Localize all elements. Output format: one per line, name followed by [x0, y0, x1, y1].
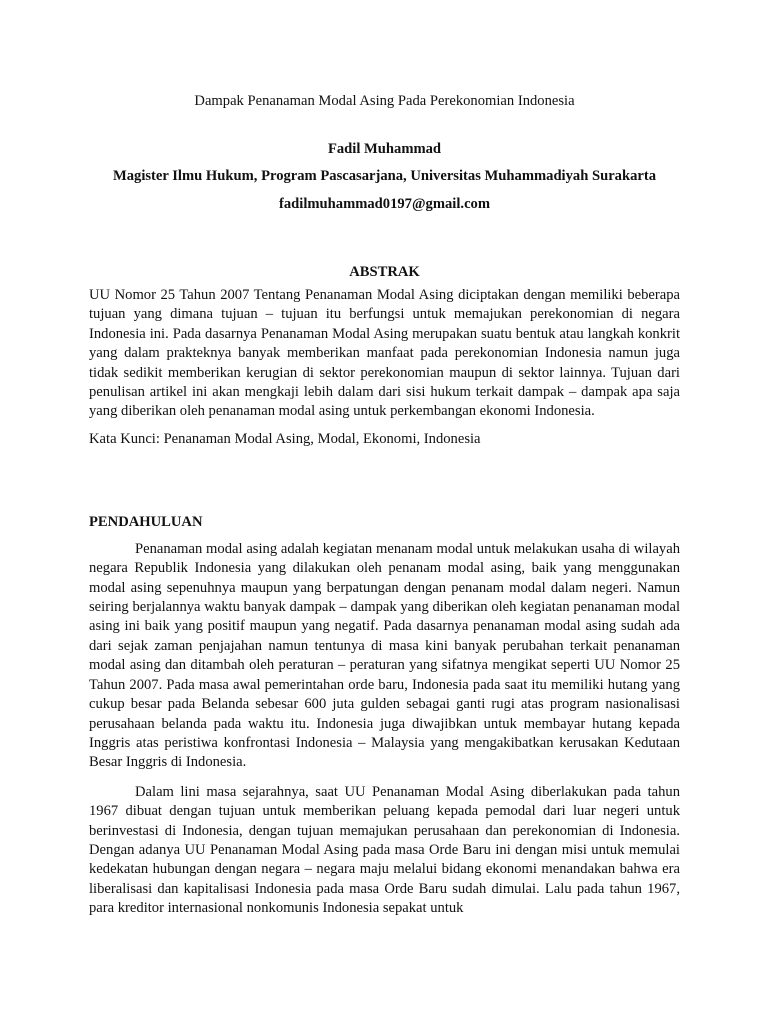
section-heading-introduction: PENDAHULUAN	[89, 513, 203, 530]
author-name: Fadil Muhammad	[327, 141, 442, 157]
author-email: fadilmuhammad0197@gmail.com	[279, 196, 490, 212]
abstract-body: UU Nomor 25 Tahun 2007 Tentang Penanaman Modal Asing diciptakan dengan memiliki beberapa tujuan yang dimana tujuan – tujuan itu berfungsi untuk memajukan perekonomian di negara Indonesia ini. Pada dasarnya Penanaman Modal Asing merupakan suatu bentuk atau langkah konkrit yang dalam prakteknya banyak memberikan manfaat pada perekonomian Indonesia namun juga tidak sedikit memberikan kerugian di sektor perekonomian maupun di sektor lainnya. Tujuan dari penulisan artikel ini akan mengkaji lebih dalam dari sisi hukum terkait dampak – dampak apa saja yang diberikan oleh penanaman modal asing untuk perkembangan ekonomi Indonesia.	[89, 287, 680, 420]
author-affiliation: Magister Ilmu Hukum, Program Pascasarjana, Universitas Muhammadiyah Surakarta	[112, 168, 657, 184]
introduction-paragraph: Dalam lini masa sejarahnya, saat UU Penanaman Modal Asing diberlakukan pada tahun 1967 dibuat dengan tujuan untuk memberikan peluang kepada pemodal dari luar negeri untuk berinvestasi di Indonesia, dengan tujuan memajukan perusahaan dan perekonomian di Indonesia. Dengan adanya UU Penanaman Modal Asing pada masa Orde Baru ini dengan misi untuk memulai kedekatan hubungan dengan negara – negara maju melalui bidang ekonomi menandakan bahwa era liberalisasi dan kapitalisasi Indonesia pada masa Orde Baru sudah dimulai. Lalu pada tahun 1967, para kreditor internasional nonkomunis Indonesia sepakat untuk	[89, 783, 680, 917]
abstract-heading: ABSTRAK	[349, 264, 420, 280]
keywords: Kata Kunci: Penanaman Modal Asing, Modal, Ekonomi, Indonesia	[89, 430, 481, 447]
paper-title: Dampak Penanaman Modal Asing Pada Perekonomian Indonesia	[194, 93, 575, 109]
introduction-paragraph: Penanaman modal asing adalah kegiatan menanam modal untuk melakukan usaha di wilayah negara Republik Indonesia yang dilakukan oleh penanam modal asing, baik yang menggunakan modal asing sepenuhnya maupun yang berpatungan dengan penanam modal dalam negeri. Namun seiring berjalannya waktu banyak dampak – dampak yang diberikan oleh kegiatan penanaman modal asing ini baik yang positif maupun yang negatif. Pada dasarnya penanaman modal asing sudah ada dari sejak zaman penjajahan namun tentunya di masa kini banyak perubahan terkait penanaman modal asing dan ditambah oleh peraturan – peraturan yang sifatnya mengikat seperti UU Nomor 25 Tahun 2007. Pada masa awal pemerintahan orde baru, Indonesia pada saat itu memiliki hutang yang cukup besar pada Belanda sebesar 600 juta gulden sebagai ganti rugi atas program nasionalisasi perusahaan belanda pada waktu itu. Indonesia juga diwajibkan untuk membayar hutang kepada Inggris atas peristiwa konfrontasi Indonesia – Malaysia yang mengakibatkan kerusakan Kedutaan Besar Inggris di Indonesia.	[89, 540, 680, 771]
